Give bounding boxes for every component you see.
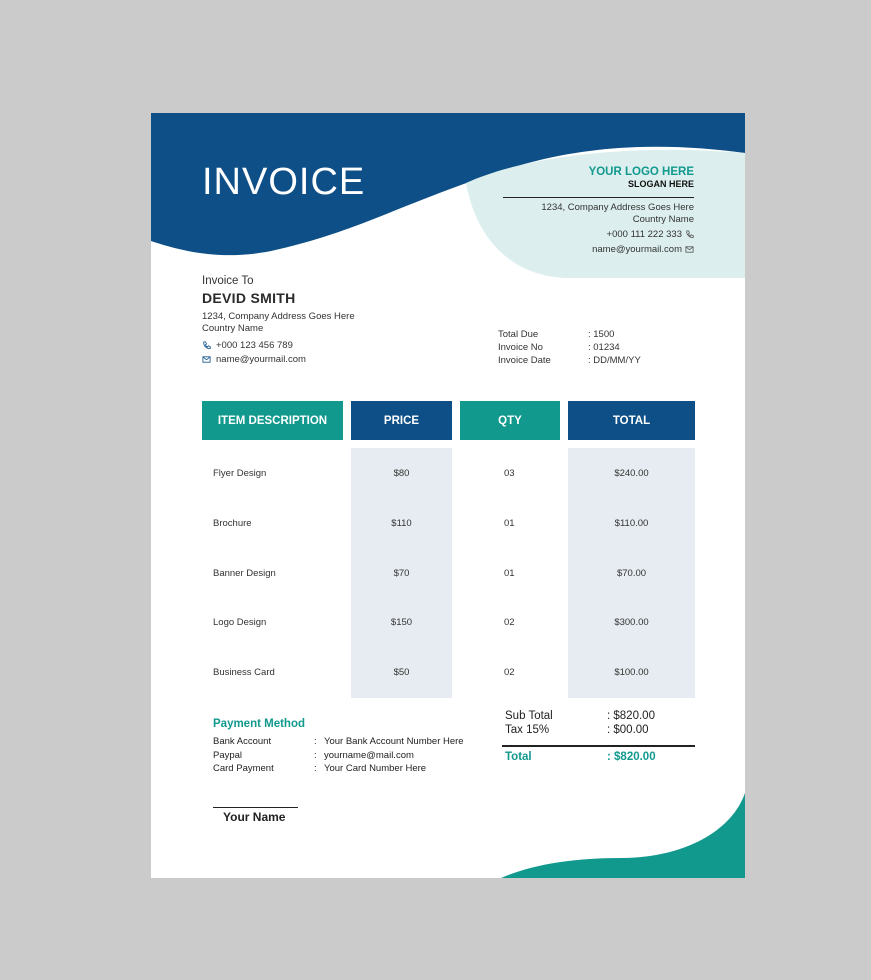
payment-row [213,762,464,776]
header-qty: QTY [460,401,560,440]
client-address-line1: 1234, Company Address Goes Here [202,311,355,322]
cell-qty: 02 [504,667,515,678]
cell-qty: 02 [504,617,515,628]
client-name: DEVID SMITH [202,290,296,306]
company-address-line1: 1234, Company Address Goes Here [541,202,694,213]
payment-row [213,735,464,749]
company-phone-text: +000 111 222 333 [606,229,682,240]
cell-total: $70.00 [616,568,647,579]
client-email [202,354,306,365]
phone-icon [202,341,211,350]
cell-total: $110.00 [614,518,649,529]
summary-row-tax [505,724,655,738]
cell-qty: 01 [504,518,515,529]
logo-text: YOUR LOGO HERE [588,166,694,178]
signature-name: Your Name [223,810,286,824]
client-address-line2: Country Name [202,322,264,334]
company-address [541,202,694,226]
client-phone-text: +000 123 456 789 [216,340,293,351]
company-email-text: name@yourmail.com [592,244,682,255]
cell-qty: 01 [504,568,515,579]
cell-price: $150 [390,617,413,628]
cell-price: $80 [393,468,410,479]
cell-total: $240.00 [614,468,649,479]
total-value: : $820.00 [607,751,656,763]
meta-label: Invoice No [498,342,543,353]
invoice-to-label: Invoice To [202,275,254,287]
client-email-text: name@yourmail.com [216,354,306,365]
payment-colon: : [314,749,317,761]
payment-label: Paypal [213,749,243,761]
meta-row-invoice-no [498,341,641,354]
total-label: Total [505,751,532,763]
invoice-meta [498,328,641,367]
meta-value: : 01234 [588,342,620,353]
cell-description: Brochure [213,518,252,529]
meta-value: : 1500 [588,329,615,340]
payment-method-title: Payment Method [213,718,306,730]
meta-row-total-due [498,328,641,341]
footer-wave [501,793,745,878]
payment-label: Card Payment [213,763,274,774]
cell-description: Business Card [213,667,275,678]
logo-divider [503,197,694,198]
meta-label: Invoice Date [498,355,551,366]
header-total: TOTAL [568,401,695,440]
cell-price: $110 [391,518,412,529]
payment-label: Bank Account [213,736,272,747]
phone-icon [685,230,694,239]
client-phone [202,340,293,351]
summary-label: Sub Total [505,710,553,722]
summary [505,710,655,737]
cell-qty: 03 [504,468,515,479]
cell-total: $300.00 [614,617,649,628]
invoice-page [151,113,745,878]
mail-icon [202,355,211,364]
signature-line [213,807,298,808]
summary-label: Tax 15% [505,723,550,736]
cell-price: $50 [393,667,410,678]
payment-colon: : [314,736,317,747]
cell-price: $70 [393,568,410,579]
cell-description: Logo Design [213,617,267,628]
company-phone [607,229,694,240]
payment-row [213,749,464,763]
meta-label: Total Due [498,329,539,340]
cell-total: $100.00 [614,667,649,678]
payment-value: yourname@mail.com [324,749,414,761]
cell-description: Flyer Design [213,468,267,479]
summary-value: : $00.00 [607,723,649,736]
summary-divider [502,745,695,747]
slogan: SLOGAN HERE [627,179,694,189]
meta-value: : DD/MM/YY [588,355,641,366]
meta-row-invoice-date [498,354,641,367]
mail-icon [685,245,694,254]
payment-value: Your Card Number Here [324,763,427,774]
client-address [202,311,355,334]
payment-details [213,735,464,776]
header-price: PRICE [351,401,452,440]
summary-value: : $820.00 [607,710,655,722]
header-item-description: ITEM DESCRIPTION [202,401,343,440]
cell-description: Banner Design [213,568,276,579]
payment-colon: : [314,763,317,774]
payment-value: Your Bank Account Number Here [324,736,464,747]
grand-total [505,751,656,763]
company-address-line2: Country Name [632,214,694,225]
summary-row-subtotal [505,710,655,724]
company-email [592,244,694,255]
invoice-title: INVOICE [202,161,366,203]
